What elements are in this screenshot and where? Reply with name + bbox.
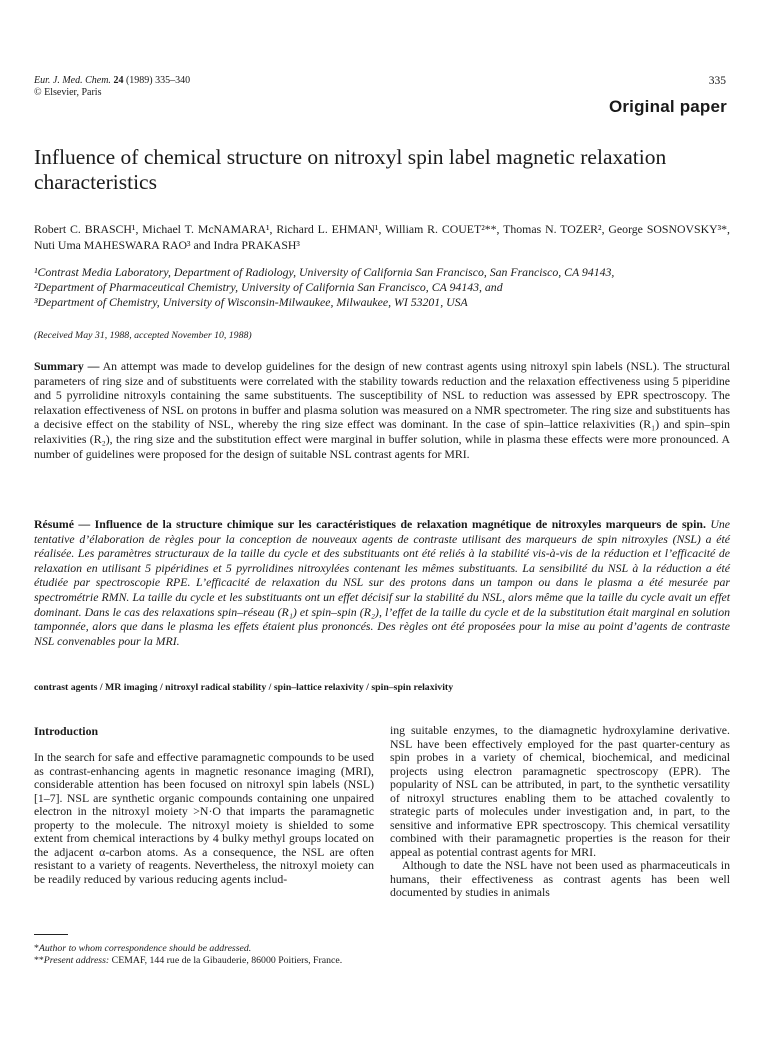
footnotes bbox=[34, 943, 342, 967]
journal-citation bbox=[34, 75, 190, 99]
keywords: contrast agents / MR imaging / nitroxyl radical stability / spin–lattice relaxivity / spin–spin relaxivity bbox=[34, 682, 454, 693]
publisher: © Elsevier, Paris bbox=[34, 87, 102, 98]
affiliation-3: ³Department of Chemistry, University of Wisconsin-Milwaukee, Milwaukee, WI 53201, USA bbox=[34, 295, 468, 309]
article-title: Influence of chemical structure on nitroxyl spin label magnetic relaxation characteristics bbox=[34, 145, 667, 194]
summary-text: An attempt was made to develop guidelines for the design of new contrast agents using nitroxyl spin labels (NSL). The structural parameters of ring size and of substituents were correlated with the stability towards reduction and the relaxation effectiveness using 5 piperidine and 5 pyrrolidine nitroxyls containing the same substituents. The susceptibility of NSL to reduction was assessed by EPR spectroscopy. The relaxation effectiveness of NSL on protons in buffer and plasma solution was measured on a NMR spectrometer. The ring size and substituents has a decisive effect on the stability of NSL, whereby the ring size effect was dominant. In the case of spin–lattice relaxivities (R₁) and spin–spin relaxivities (R₂), the ring size and the substitution effect were marginal in buffer solution, while in plasma these effects were more pronounced. A number of guidelines were proposed for the design of suitable NSL contrast agents for MRI. bbox=[34, 359, 730, 461]
journal-year-pages: (1989) 335–340 bbox=[125, 75, 191, 86]
section-heading-introduction: Introduction bbox=[34, 724, 99, 738]
summary-abstract bbox=[34, 359, 730, 461]
footnote-1-mark: * bbox=[34, 943, 39, 954]
intro-paragraph-1: In the search for safe and effective paramagnetic compounds to be used as contrast-enhancing agents in magnetic resonance imaging (MRI), considerable attention has been focused on nitroxyl spin labels (NSL) [1–7]. NSL are synthetic organic compounds containing one unpaired electron in the nitroxyl moiety >N·O that imparts the paramagnetic property to the molecule. The nitroxyl moiety is shielded to some extent from chemical interactions by 4 bulky methyl groups located on the adjacent α-carbon atoms. As a consequence, the NSL are often resistant to a variety of reagents. Nevertheless, the nitroxyl moiety can be readily reduced by various reducing agents includ- bbox=[34, 750, 374, 886]
affiliations bbox=[34, 265, 730, 310]
footnote-2-mark: ** bbox=[34, 955, 44, 966]
footnote-2 bbox=[34, 955, 342, 967]
summary-label: Summary — bbox=[34, 359, 100, 373]
affiliation-2: ²Department of Pharmaceutical Chemistry, University of California San Francisco, CA 94143, and bbox=[34, 280, 503, 294]
footnote-rule bbox=[34, 934, 68, 935]
footnote-1-text: Author to whom correspondence should be addressed. bbox=[38, 943, 252, 954]
journal-name: Eur. J. Med. Chem. bbox=[34, 75, 111, 86]
intro-paragraph-3: Although to date the NSL have not been used as pharmaceuticals in humans, their effectiveness as contrast agents has been well documented by studies in animals bbox=[390, 858, 730, 899]
page-number: 335 bbox=[708, 75, 726, 87]
article-type: Original paper bbox=[608, 97, 727, 116]
footnote-2-label: Present address: bbox=[43, 955, 110, 966]
footnote-2-text: CEMAF, 144 rue de la Gibauderie, 86000 Poitiers, France. bbox=[111, 955, 343, 966]
journal-volume: 24 bbox=[113, 75, 124, 86]
footnote-1 bbox=[34, 943, 342, 955]
author-list: Robert C. BRASCH¹, Michael T. McNAMARA¹, Richard L. EHMAN¹, William R. COUET²**, Thomas N. TOZER², George SOSNOVSKY³*, Nuti Uma MAHESWARA RAO³ and Indra PRAKASH³ bbox=[34, 222, 730, 252]
left-column bbox=[34, 724, 374, 886]
resume-abstract bbox=[34, 517, 730, 648]
resume-text: Une tentative d’élaboration de règles pour la conception de nouveaux agents de contraste utilisant des marqueurs de spin nitroxyles (NSL) a été réalisée. Les paramètres structuraux de la taille du cycle et des substituants ont été reliés à la stabilité vis-à-vis de la réduction et l’efficacité de relaxation en utilisant 5 pipéridines et 5 pyrrolidines nitroxylées contenant les mêmes substituants. La sensibilité du NSL à la réduction a été étudiée par spectroscopie RPE. L’efficacité de relaxation du NSL sur des protons dans un tampon ou dans le plasma a été mesurée par spectrométrie RMN. La taille du cycle et les substituants ont un effet décisif sur la stabilité du NSL, alors même que la taille du cycle avait un effet dominant. Dans le cas des relaxations spin–réseau (R₁) et spin–spin (R₂), l’effet de la taille du cycle et de la substitution était marginal en solution tamponnée, alors que dans le plasma les effets étaient plus prononcés. Des règles ont été proposées pour la mise au point d’agents de contraste NSL convenables pour la MRI. bbox=[34, 517, 730, 648]
intro-paragraph-2: ing suitable enzymes, to the diamagnetic hydroxylamine derivative. NSL have been effectively employed for the past quarter-century as spin probes in a variety of chemical, biochemical, and medicinal projects using electron paramagnetic spectroscopy (EPR). The popularity of NSL can be attributed, in part, to the synthetic versatility of nitroxyl structures enabling them to be attached covalently to strategic parts of molecules under investigation and, in part, to the sensitive and informative EPR spectroscopy. This chemical versatility combined with their paramagnetic properties is the reason for their appeal as potential contrast agents for MRI. bbox=[390, 723, 730, 859]
affiliation-1: ¹Contrast Media Laboratory, Department of Radiology, University of California San Francisco, San Francisco, CA 94143, bbox=[34, 265, 615, 279]
right-column bbox=[390, 724, 730, 900]
resume-label: Résumé — Influence de la structure chimique sur les caractéristiques de relaxation magnétique de nitroxyles marqueurs de spin. bbox=[34, 517, 706, 531]
received-dates: (Received May 31, 1988, accepted November 10, 1988) bbox=[34, 330, 252, 341]
